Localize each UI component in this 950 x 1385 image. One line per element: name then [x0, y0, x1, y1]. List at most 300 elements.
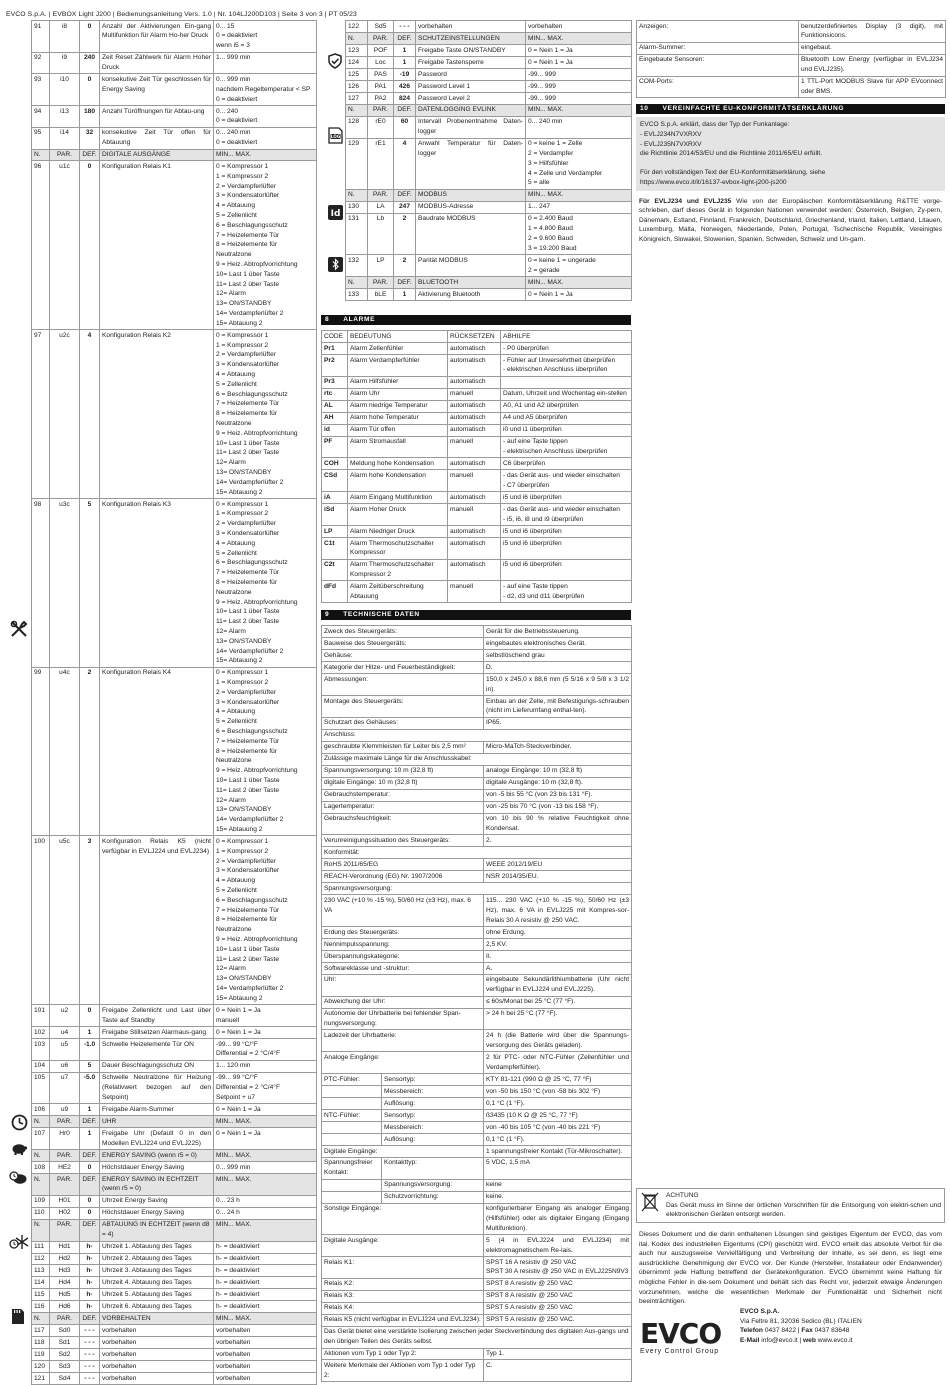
param-description: Freigabe Zellenlicht und Last über Taste auf Standby [100, 1005, 214, 1027]
alarm-reset: automatisch [448, 559, 501, 581]
alarm-remedy: - das Gerät aus- und wieder einschalten - i5, i6, i8 und i9 überprüfen [501, 504, 632, 526]
alarm-code: iA [322, 492, 348, 504]
param-range: h- = deaktiviert [214, 1241, 317, 1253]
tech-label: Bauweise des Steuergeräts: [322, 638, 484, 650]
tech-label: Anschluss: [322, 729, 632, 741]
tech-row [322, 753, 632, 765]
param-range: vorbehalten [214, 1325, 317, 1337]
param-range: 0... 999 min [214, 1162, 317, 1174]
table-header-row [32, 1173, 317, 1195]
param-code: i14 [50, 127, 80, 149]
param-number: 107 [32, 1128, 50, 1150]
parameter-table-2 [345, 20, 632, 301]
param-number: 126 [346, 80, 368, 92]
tech-row [322, 1008, 632, 1030]
param-range: 0 = Nein 1 = Ja [214, 1128, 317, 1150]
tech-value: ohne Erdung. [484, 926, 632, 938]
param-description: Konfiguration Relais K2 [100, 330, 214, 499]
param-default: DEF. [394, 276, 416, 288]
tech-value: analoge Eingänge: 10 m (32,8 ft) [484, 765, 632, 777]
param-default: 0 [80, 1207, 100, 1219]
param-number: 125 [346, 68, 368, 80]
company-contacts: EVCO S.p.A. Via Feltre 81, 32036 Sedico (BL) ITALIEN Telefon 0437 8422 | Fax 0437 83648 E-Mail info@evco.it | web www.evco.it [740, 1308, 862, 1344]
tech-row [322, 1191, 632, 1203]
tech-row [322, 1314, 632, 1326]
tech-row [322, 926, 632, 938]
tech-value: 0,1 °C (1 °F). [484, 1133, 632, 1145]
tech-value: Typ 1. [484, 1348, 632, 1360]
table-row [346, 201, 632, 213]
param-range: 1... 999 min [214, 52, 317, 74]
param-code: u5 [50, 1038, 80, 1060]
table-row [346, 21, 632, 33]
defrost-clock-icon [9, 1234, 29, 1253]
param-number: 130 [346, 201, 368, 213]
tech-value: 150,0 x 245,0 x 88,6 mm (5 5/16 x 9 5/8 x 3 1/2 in). [484, 674, 632, 696]
alarm-code: C2t [322, 559, 348, 581]
alarm-remedy: - P0 überprüfen [501, 342, 632, 354]
param-default: DEF. [394, 32, 416, 44]
alarm-row [322, 424, 632, 436]
alarm-reset: manuell [448, 504, 501, 526]
tech-row [322, 871, 632, 883]
param-description: Intervall Probenentnahme Daten-logger [416, 116, 526, 138]
param-code: i9 [50, 52, 80, 74]
param-code: u9 [50, 1104, 80, 1116]
alarm-reset: manuell [448, 581, 501, 603]
param-range: vorbehalten [214, 1349, 317, 1361]
table-row [32, 1162, 317, 1174]
table-row [32, 1038, 317, 1060]
param-default: 1 [80, 1026, 100, 1038]
param-default: 2 [80, 667, 100, 836]
alarm-row [322, 342, 632, 354]
param-description: vorbehalten [100, 1373, 214, 1385]
tech-label: Aktionen vom Typ 1 oder Typ 2: [322, 1348, 484, 1360]
alarm-meaning: Alarm Tür offen [348, 424, 448, 436]
tech-row [322, 765, 632, 777]
alarm-row [322, 504, 632, 526]
param-range: 0... 23 h [214, 1195, 317, 1207]
tech-value: A. [484, 962, 632, 974]
param-code: PAR. [368, 104, 394, 116]
param-description: Konfiguration Relais K4 [100, 667, 214, 836]
tech-row [322, 938, 632, 950]
param-range: -99... 999 [526, 68, 632, 80]
warning-box [636, 1188, 945, 1223]
tech-row [322, 1360, 632, 1382]
alarms-column-header: ABHILFE [501, 330, 632, 342]
table-header-row [346, 32, 632, 44]
alarm-meaning: Alarm Hilfsfühler [348, 376, 448, 388]
param-code: Sd5 [368, 21, 394, 33]
tech-label: Zulässige maximale Länge für die Anschlusskabel: [322, 753, 632, 765]
param-code: PAR. [50, 1173, 80, 1195]
alarm-code: PF [322, 436, 348, 458]
sd-card-icon [11, 1308, 25, 1328]
page-header: EVCO S.p.A. | EVBOX Light J200 | Bedienungsanleitung Vers. 1.0 | Nr. 104LJ200D103 | Seite 3 von 3 | PT 05/23 [6, 11, 357, 18]
parameter-column-1 [31, 20, 316, 1385]
section-number: 8 [325, 315, 330, 323]
tech-row [322, 801, 632, 813]
param-description: Uhrzeit 3. Abtauung des Tages [100, 1265, 214, 1277]
crossed-bin-icon [637, 1189, 663, 1222]
alarm-row [322, 354, 632, 376]
tech-row [322, 996, 632, 1008]
tech-label: PTC-Fühler: [322, 1074, 382, 1086]
param-description: vorbehalten [100, 1325, 214, 1337]
param-description: Konfiguration Relais K5 (nicht verfügbar in EVLJ224 und EVLJ234) [100, 836, 214, 1005]
table-row [346, 288, 632, 300]
table-row [32, 1361, 317, 1373]
param-code: PAR. [50, 1116, 80, 1128]
param-description: DATENLOGGING EVLINK [416, 104, 526, 116]
tech-row [322, 638, 632, 650]
alarm-row [322, 492, 632, 504]
param-default: 1 [394, 288, 416, 300]
table-row [32, 1253, 317, 1265]
param-code: i13 [50, 105, 80, 127]
tech-value: eingebaute Sekundärlithiumbatterie (Uhr nicht verfügbar in EVLJ224 und EVLJ225). [484, 974, 632, 996]
param-range: 0 = Nein 1 = Ja [526, 44, 632, 56]
company-phone: 0437 8422 [764, 1327, 796, 1335]
table-row [32, 1337, 317, 1349]
tech-row [322, 895, 632, 927]
param-number: 113 [32, 1265, 50, 1277]
tech-row [322, 696, 632, 718]
param-code: Hd6 [50, 1301, 80, 1313]
alarm-meaning: Alarm Thermoschutzschalter Kompressor 2 [348, 559, 448, 581]
param-default: 1 [80, 1128, 100, 1150]
param-description: MODBUS [416, 189, 526, 201]
param-code: Hd1 [50, 1241, 80, 1253]
tech-value: KTY 81-121 (990 Ω @ 25 °C, 77 °F) [484, 1074, 632, 1086]
alarm-remedy: - Fühler auf Unversehrtheit überprüfen - elektrischen Anschluss überprüfen [501, 354, 632, 376]
param-number: 108 [32, 1162, 50, 1174]
param-range: MIN... MAX. [214, 1313, 317, 1325]
tech-label: Relais K3: [322, 1290, 484, 1302]
info-column-3 [636, 20, 945, 1356]
param-code: H01 [50, 1195, 80, 1207]
evco-logo [640, 1317, 721, 1357]
tech-row [322, 1085, 632, 1097]
section-title: ALARME [343, 315, 376, 323]
alarm-row [322, 400, 632, 412]
param-number: 111 [32, 1241, 50, 1253]
tech-row [322, 1030, 632, 1052]
tech-row [322, 777, 632, 789]
param-number: 95 [32, 127, 50, 149]
param-code: LP [368, 255, 394, 277]
tech-row [322, 1326, 632, 1348]
param-description: Konfiguration Relais K1 [100, 161, 214, 330]
param-range: 0 = Nein 1 = Ja [526, 56, 632, 68]
param-number: 91 [32, 21, 50, 53]
tech-label: Überspannungskategorie: [322, 950, 484, 962]
param-code: Hd5 [50, 1289, 80, 1301]
tech-value: 2. [484, 835, 632, 847]
param-default: DEF. [80, 1313, 100, 1325]
tech-data-table [321, 625, 632, 1382]
tech-label [322, 1179, 382, 1191]
param-description: vorbehalten [100, 1361, 214, 1373]
tech-label: Spannungsfreier Kontakt: [322, 1157, 382, 1179]
param-default: DEF. [394, 189, 416, 201]
section-alarms-title [321, 315, 631, 325]
alarm-reset: automatisch [448, 400, 501, 412]
param-number: 98 [32, 498, 50, 667]
param-number: 132 [346, 255, 368, 277]
table-row [346, 56, 632, 68]
tech-row [322, 1203, 632, 1235]
table-row [32, 161, 317, 330]
param-description: Freigabe Tastensperre [416, 56, 526, 68]
param-code: i8 [50, 21, 80, 53]
tech-value: II. [484, 950, 632, 962]
param-number: N. [32, 1313, 50, 1325]
company-email[interactable]: info@evco.it [761, 1336, 798, 1344]
param-number: 119 [32, 1349, 50, 1361]
tech-label: Relais K5 (nicht verfügbar in EVLJ224 und EVLJ234): [322, 1314, 484, 1326]
alarm-code: C1t [322, 537, 348, 559]
param-number: N. [32, 1116, 50, 1128]
param-range: MIN... MAX. [526, 32, 632, 44]
param-description: ENERGY SAVING (wenn r5 = 0) [100, 1150, 214, 1162]
tech-label: Gebrauchsfeuchtigkeit: [322, 813, 484, 835]
alarm-remedy: - auf eine Taste tippen - elektrischen Anschluss überprüfen [501, 436, 632, 458]
alarm-remedy: - das Gerät aus- und wieder einschalten - C7 überprüfen [501, 470, 632, 492]
table-row [32, 1005, 317, 1027]
param-number: 128 [346, 116, 368, 138]
table-row [32, 1277, 317, 1289]
table-row [346, 80, 632, 92]
param-number: N. [32, 1150, 50, 1162]
alarm-code: iSd [322, 504, 348, 526]
tech-label: Nennimpulsspannung: [322, 938, 484, 950]
param-number: N. [346, 276, 368, 288]
param-code: PA2 [368, 92, 394, 104]
param-number: 117 [32, 1325, 50, 1337]
parameter-column-2 [321, 20, 631, 1382]
param-range: MIN... MAX. [214, 1150, 317, 1162]
alarm-remedy: i5 und i6 überprüfen [501, 559, 632, 581]
param-code: H02 [50, 1207, 80, 1219]
alarm-reset: manuell [448, 388, 501, 400]
param-range: vorbehalten [214, 1337, 317, 1349]
tech-row [322, 1109, 632, 1121]
tech-label: Das Gerät bietet eine verstärkte Isolierung zwischen jeder Steckverbindung des digitalen Aus-gangs und den übrigen Teilen des Geräts selbst. [322, 1326, 632, 1348]
alarm-meaning: Alarm hohe Temperatur [348, 412, 448, 424]
tech-sublabel: Messbereich: [382, 1085, 484, 1097]
param-range: MIN... MAX. [526, 104, 632, 116]
tech-row [322, 1121, 632, 1133]
param-number: 96 [32, 161, 50, 330]
disclaimer-text: Dieses Dokument und die darin enthaltenen Lösungen sind geistiges Eigentum der EVCO, das vom ital. Kodex des industriellen Eigentums (CPI) geschützt wird. EVCO erteilt das absolute Verbot für die auch nur auszugsweise Vervielfältigung und Verbreitung der Inhalte, es sei denn, es liegt eine ausdrückliche Genehmigung der EVCO vor. Der Kunde (Hersteller, Installateur oder Endanwender) übernimmt jede Haftung betreffend der Gerätekonfiguration. EVCO übernimmt keine Haftung für mögliche Fehler in die-sem Dokument und behält sich das Recht vor, jederzeit etwaige Änderungen vorzunehmen, welche die wesentlichen Merkmale der Funktionalität und Sicherheit nicht beeinträchtigen. [639, 1231, 942, 1306]
tech-row [322, 1145, 632, 1157]
tech-row [322, 1074, 632, 1086]
param-description: Password Level 2 [416, 92, 526, 104]
alarm-row [322, 388, 632, 400]
tech-label: Relais K4: [322, 1302, 484, 1314]
param-number: 97 [32, 330, 50, 499]
param-code: Sd2 [50, 1349, 80, 1361]
alarm-remedy: C6 überprüfen [501, 458, 632, 470]
tech-row [322, 813, 632, 835]
alarm-remedy [501, 376, 632, 388]
tech-label: Analoge Eingänge: [322, 1052, 484, 1074]
tech-row [322, 1157, 632, 1179]
tech-label: Relais K1: [322, 1257, 484, 1279]
alarm-reset: automatisch [448, 525, 501, 537]
tech-row [322, 962, 632, 974]
param-default: 1 [394, 56, 416, 68]
table-row [346, 255, 632, 277]
table-row [346, 116, 632, 138]
tech-label: Anzeigen: [637, 21, 799, 43]
param-range: 0... 15 0 = deaktiviert wenn i5 = 3 [214, 21, 317, 53]
param-code: u3c [50, 498, 80, 667]
alarm-row [322, 581, 632, 603]
param-number: 109 [32, 1195, 50, 1207]
param-number: N. [346, 104, 368, 116]
param-default: DEF. [80, 149, 100, 161]
param-range: vorbehalten [214, 1361, 317, 1373]
tech-value: SPST 16 A resistiv @ 250 VAC SPST 30 A resistiv @ 250 VAC in EVLJ225N9V3 [484, 1257, 632, 1279]
section-number: 9 [325, 611, 330, 619]
eu-models: Für EVLJ234 und EVLJ235 [639, 197, 732, 205]
tech-label: Autonomie der Uhrbatterie bei fehlender Span-nungsversorgung: [322, 1008, 484, 1030]
tech-label: Abweichung der Uhr: [322, 996, 484, 1008]
param-range: -99... 999 [526, 80, 632, 92]
table-row [32, 1241, 317, 1253]
tech-row [322, 1133, 632, 1145]
param-number: 121 [32, 1373, 50, 1385]
param-description: Password [416, 68, 526, 80]
param-description: Schwelle Heizelemente Tür ON [100, 1038, 214, 1060]
tech-value: ≤ 60s/Monat bei 25 °C (77 °F). [484, 996, 632, 1008]
param-range: -99... 999 [526, 92, 632, 104]
tech-label: Abmessungen: [322, 674, 484, 696]
param-code: Lb [368, 213, 394, 254]
alarm-meaning: Alarm Eingang Multifunktion [348, 492, 448, 504]
tech-label: RoHS 2011/65/EG [322, 859, 484, 871]
param-description: VORBEHALTEN [100, 1313, 214, 1325]
param-range: MIN... MAX. [214, 149, 317, 161]
table-row [346, 138, 632, 189]
section-tech-title [321, 610, 631, 620]
param-range: MIN... MAX. [214, 1219, 317, 1241]
table-row [32, 105, 317, 127]
tech-value: konfigurierbarer Eingang als analoger Eingang (Hilfsfühler) oder als digitaler Eingang (Eingang Multifunktion). [484, 1203, 632, 1235]
param-range: 0 = Kompressor 1 1 = Kompressor 2 2 = Verdampferlüfter 3 = Kondensatorlüfter 4 = Abtauung 5 = Zellenlicht 6 = Beschlagungsschutz 7 = Heizelemente Tür 8 = Heizelemente für Neutralzone 9 = Heiz. Abtropfvorrichtung 10= Last 1 über Taste 11= Last 2 über Taste 12= Alarm 13= ON/STANDBY 14= Verdampferlüfter 2 15= Abtauung 2 [214, 161, 317, 330]
alarm-remedy: i5 und i6 überprüfen [501, 492, 632, 504]
param-range: 1... 120 min [214, 1060, 317, 1072]
param-code: Loc [368, 56, 394, 68]
tech-row [322, 729, 632, 741]
param-range: 0 = Nein 1 = Ja [214, 1104, 317, 1116]
svg-text:LOG: LOG [330, 134, 341, 140]
param-code: u7 [50, 1072, 80, 1104]
tech-value: D. [484, 662, 632, 674]
tech-sublabel: Schutzvorrichtung: [382, 1191, 484, 1203]
tech-label [322, 1097, 382, 1109]
tech-value: SPST 8 A resistiv @ 250 VAC [484, 1278, 632, 1290]
param-default: h- [80, 1277, 100, 1289]
param-default: 2 [394, 213, 416, 254]
tech-label: Kategorie der Hitze- und Feuerbeständigkeit: [322, 662, 484, 674]
param-range: h- = deaktiviert [214, 1277, 317, 1289]
alarm-code: LP [322, 525, 348, 537]
tech-value: SPST 5 A resistiv @ 250 VAC. [484, 1314, 632, 1326]
param-code: PAR. [368, 276, 394, 288]
company-web[interactable]: www.evco.it [817, 1336, 853, 1344]
param-default: DEF. [80, 1173, 100, 1195]
param-description: Anzahl der Aktivierungen Ein-gang Multifunktion für Alarm Ho-her Druck [100, 21, 214, 53]
tech-value: von -50 bis 150 °C (von -58 bis 302 °F) [484, 1085, 632, 1097]
table-row [32, 21, 317, 53]
energy-saving-icon [11, 1142, 28, 1159]
tech-value: eingebaut. [799, 42, 946, 54]
alarm-code: dFd [322, 581, 348, 603]
param-default: 247 [394, 201, 416, 213]
tech-sublabel: Messbereich: [382, 1121, 484, 1133]
tech-value: keine [484, 1179, 632, 1191]
tech-label: REACH-Verordnung (EG) Nr. 1907/2006 [322, 871, 484, 883]
tech-row [322, 1257, 632, 1279]
alarm-remedy: Datum, Uhrzeit und Wochentag ein-stellen [501, 388, 632, 400]
tech-row [322, 674, 632, 696]
company-name: EVCO S.p.A. [740, 1308, 780, 1315]
alarms-column-header: RÜCKSETZEN [448, 330, 501, 342]
param-description: konsekutive Zeit Tür geschlossen für Energy Saving [100, 74, 214, 106]
param-default: 5 [80, 1060, 100, 1072]
tech-row [322, 650, 632, 662]
tech-label: Lagertemperatur: [322, 801, 484, 813]
alarm-meaning: Alarm hohe Kondensation [348, 470, 448, 492]
svg-text:Id: Id [330, 209, 341, 220]
param-range: h- = deaktiviert [214, 1253, 317, 1265]
eu-countries-text [636, 195, 945, 247]
alarm-remedy: A0, A1 und A2 überprüfen [501, 400, 632, 412]
table-row [32, 1265, 317, 1277]
tech-value: 2 für PTC- oder NTC-Fühler (Zellenfühler und Verdampferfühler). [484, 1052, 632, 1074]
param-code: rE0 [368, 116, 394, 138]
alarm-reset: automatisch [448, 354, 501, 376]
alarm-code: AL [322, 400, 348, 412]
tech-value: 0,1 °C (1 °F). [484, 1097, 632, 1109]
alarm-row [322, 559, 632, 581]
param-number: 114 [32, 1277, 50, 1289]
table-row [32, 1104, 317, 1116]
table-header-row [32, 1219, 317, 1241]
alarm-meaning: Alarm Zeitüberschreitung Abtauung [348, 581, 448, 603]
tech-row [637, 76, 946, 98]
tech-row [322, 741, 632, 753]
param-default: 2 [394, 255, 416, 277]
alarm-meaning: Alarm Niedriger Druck [348, 525, 448, 537]
param-code: bLE [368, 288, 394, 300]
param-description: BLUETOOTH [416, 276, 526, 288]
tech-sublabel: Sensortyp: [382, 1109, 484, 1121]
tech-label: Softwareklasse und -struktur: [322, 962, 484, 974]
param-description: konsekutive Zeit Tür offen für Abtauung [100, 127, 214, 149]
param-description: Freigabe Taste ON/STANDBY [416, 44, 526, 56]
param-code: PA1 [368, 80, 394, 92]
param-default: 60 [394, 116, 416, 138]
tech-sublabel: Kontakttyp: [382, 1157, 484, 1179]
tech-sublabel: Auflösung: [382, 1097, 484, 1109]
table-row [346, 92, 632, 104]
